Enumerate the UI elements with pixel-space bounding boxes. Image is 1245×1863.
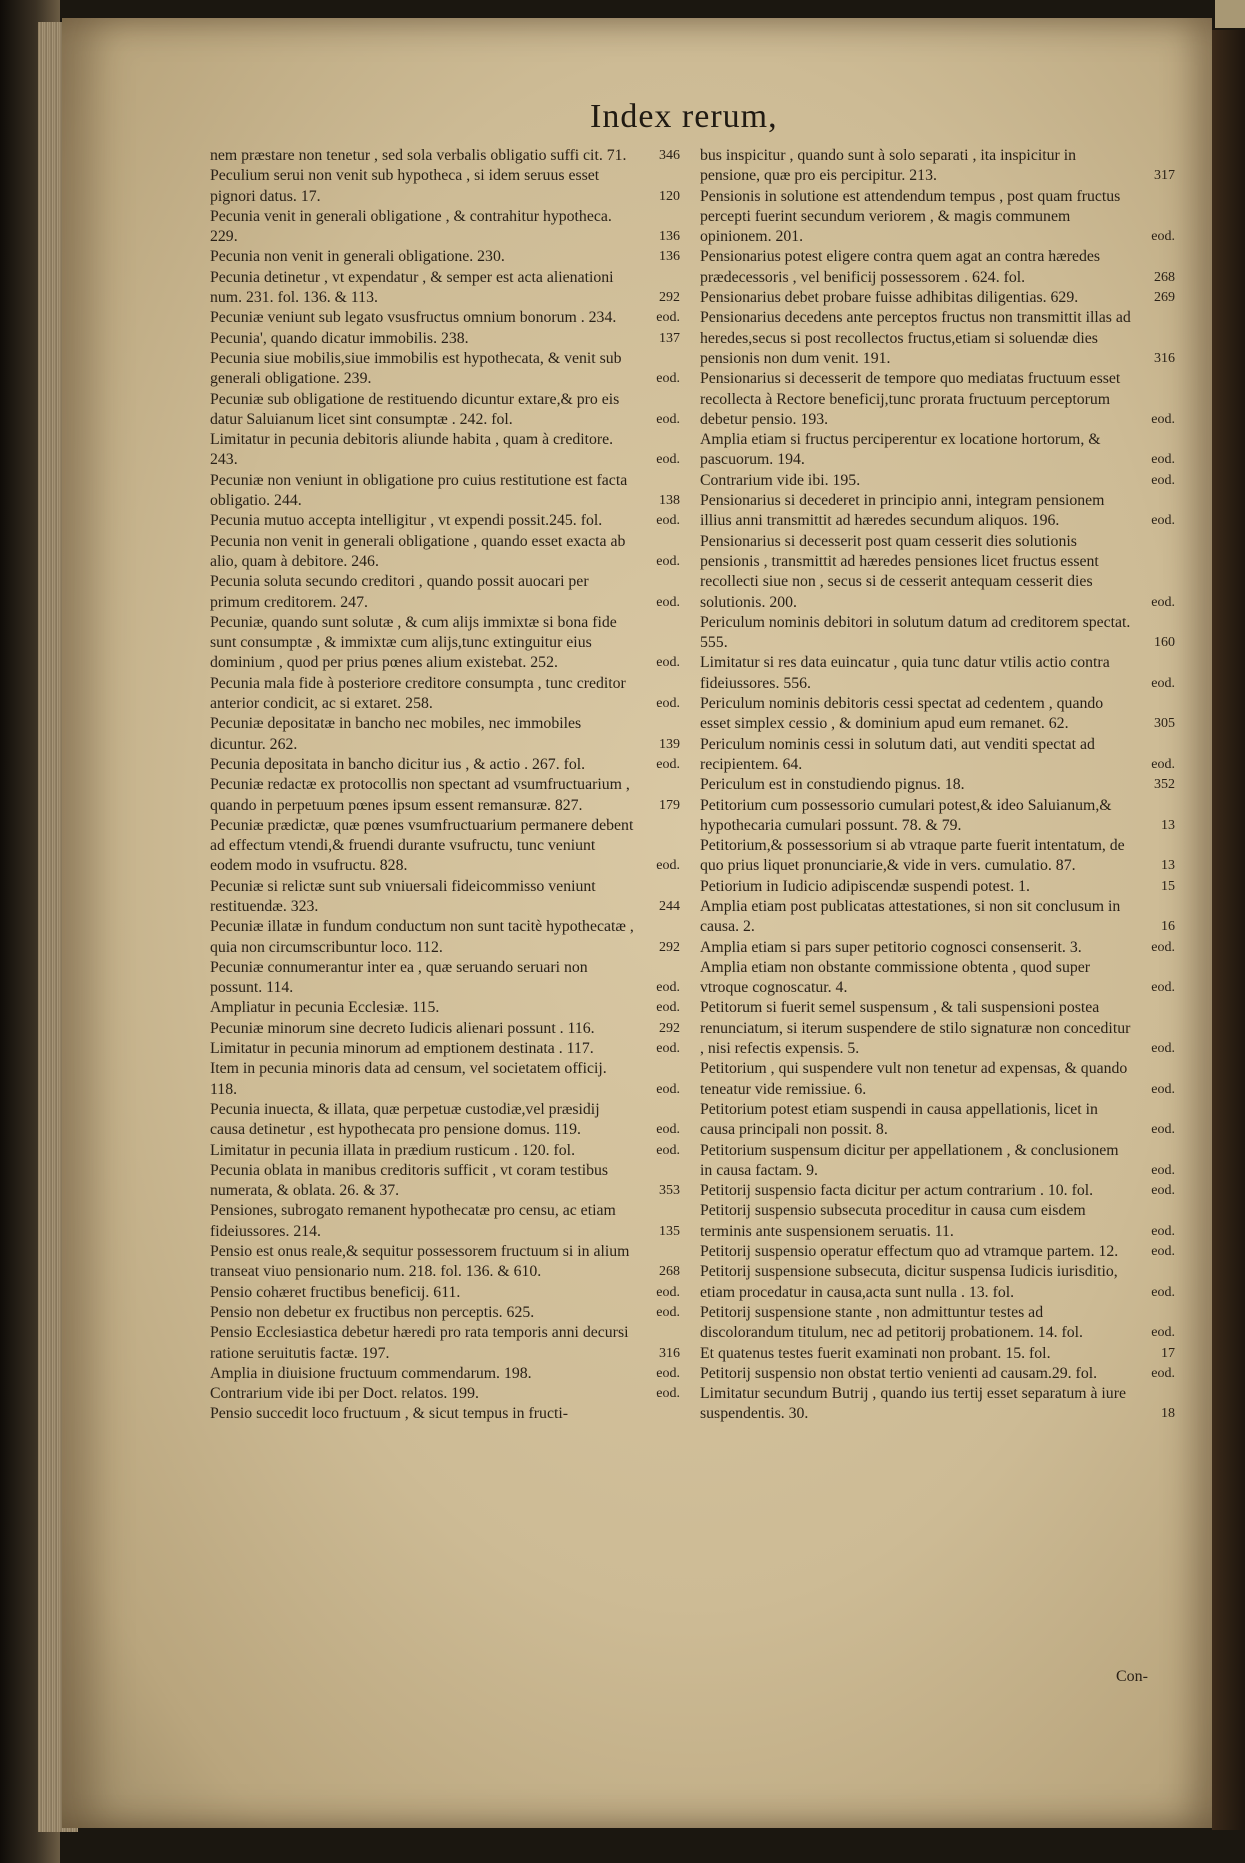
entry-page-number: eod. [656,452,680,468]
entry-text: Pensio non debetur ex fructibus non perceptis. 625. [210,1303,535,1321]
entry-page-number: eod. [656,756,680,772]
entry-text: Petitorium potest etiam suspendi in causa appellationis, licet in causa principali non possit. 8. [700,1100,1098,1139]
entry-text: Limitatur in pecunia minorum ad emptionem destinata . 117. [210,1040,594,1058]
index-entry [210,268,680,309]
entry-page-number: 316 [1154,350,1175,366]
entry-text: Pecunia soluta secundo creditori , quando possit auocari per primum creditorem. 247. [210,573,589,611]
entry-page-number: 17 [1161,1345,1175,1361]
entry-text: Amplia etiam si pars super petitorio cognosci consenserit. 3. [700,938,1082,956]
entry-page-number: eod. [656,1000,680,1016]
entry-text: Pensionarius si decederet in principio anni, integram pensionem illius anni transmittit ad hæredes secundum aliquos. 196. [700,492,1105,530]
entry-text: Pecunia mutuo accepta intelligitur , vt expendi possit.245. fol. [210,512,603,530]
index-entry [210,1384,680,1404]
entry-text: Pecunia oblata in manibus creditoris sufficit , vt coram testibus numerata, & oblata. 26. & 37. [210,1161,609,1200]
index-entry [700,1059,1175,1100]
entry-text: Limitatur in pecunia illata in prædium rusticum . 120. fol. [210,1141,576,1159]
entry-page-number: eod. [656,513,680,529]
index-entry [210,1141,680,1161]
index-entry [210,308,680,328]
entry-page-number: eod. [1151,1244,1175,1260]
entry-page-number: eod. [1151,452,1175,468]
entry-text: Petitorij suspensio facta dicitur per actum contrarium . 10. fol. [700,1182,1094,1200]
index-entry [700,958,1175,999]
entry-page-number: eod. [656,371,680,387]
entry-text: Petitorij suspensione subsecuta, dicitur suspensa Iudicis iurisditio, etiam procedatur in causa,acta sunt nulla . 13. fol. [700,1263,1118,1301]
entry-text: Pecunia detinetur , vt expendatur , & semper est acta alienationi num. 231. fol. 136. & 113. [210,268,614,307]
entry-page-number: eod. [1151,1365,1175,1381]
entry-text: Pensio Ecclesiastica debetur hæredi pro rata temporis anni decursi ratione seruitutis factæ. 197. [210,1324,629,1362]
entry-page-number: 179 [659,797,680,813]
entry-text: Pensio succedit loco fructuum , & sicut tempus in fructi- [210,1405,568,1423]
entry-page-number: eod. [1151,513,1175,529]
entry-text: Contrarium vide ibi. 195. [700,471,861,489]
entry-page-number: 244 [659,898,680,914]
entry-page-number: eod. [1151,411,1175,427]
entry-text: Periculum nominis debitori in solutum datum ad creditorem spectat. 555. [700,613,1131,652]
entry-text: Pecuniæ si relictæ sunt sub vniuersali fideicommisso veniunt restituendæ. 323. [210,877,596,915]
entry-text: Limitatur in pecunia debitoris aliunde habita , quam à creditore. 243. [210,431,614,469]
entry-text: Pecunia mala fide à posteriore creditore consumpta , tunc creditor anterior condicit, ac si extaret. 258. [210,674,626,713]
entry-text: Petitorij suspensione stante , non admittuntur testes ad discolorandum titulum, nec ad petitorij probationem. 14. fol. [700,1303,1083,1342]
entry-page-number: eod. [656,553,680,569]
index-entry [700,613,1175,654]
entry-page-number: eod. [656,411,680,427]
index-entry [700,1100,1175,1141]
entry-text: Periculum est in constudiendo pignus. 18. [700,776,965,794]
entry-text: Amplia in diuisione fructuum commendarum. 198. [210,1364,532,1382]
index-entry [700,1303,1175,1344]
index-entry [210,958,680,999]
entry-text: Pensionarius si decesserit post quam cesserit dies solutionis pensionis , transmittit ad hæredes pensiones licet fructus essent recollecti siue non , secus si de cesserit antequam cesserit dies solutionis. 200. [700,532,1099,611]
entry-page-number: eod. [656,310,680,326]
entry-page-number: 160 [1154,635,1175,651]
entry-page-number: 13 [1161,858,1175,874]
index-entry [210,998,680,1018]
entry-page-number: eod. [1151,1122,1175,1138]
index-entry [700,430,1175,471]
entry-text: Pecuniæ sub obligatione de restituendo dicuntur extare,& pro eis datur Saluianum licet sint consumptæ . 242. fol. [210,390,620,428]
index-entry [700,187,1175,248]
entry-text: Pensionarius debet probare fuisse adhibitas diligentias. 629. [700,289,1079,307]
entry-text: Pecuniæ, quando sunt solutæ , & cum alijs immixtæ si bona fide sunt consumptæ , & immixtæ cum alijs,tunc extinguitur eius dominium , quod per prius pœnes alium existebat. 252. [210,613,617,672]
entry-text: Petitorium suspensum dicitur per appellationem , & conclusionem in causa factam. 9. [700,1141,1119,1179]
index-entry [210,329,680,349]
index-entry [700,1181,1175,1201]
entry-page-number: eod. [656,594,680,610]
index-entry [210,1059,680,1100]
entry-text: Petitorij suspensio subsecuta proceditur in causa cum eisdem terminis ante suspensionem seruatis. 11. [700,1202,1086,1240]
index-entry [210,511,680,531]
index-entry [210,390,680,431]
binding-edge [1212,30,1245,1830]
entry-text: Pecunia non venit in generali obligatione. 230. [210,248,505,266]
entry-page-number: 16 [1161,919,1175,935]
index-entry [210,1019,680,1039]
index-entry [700,735,1175,776]
entry-page-number: 136 [659,229,680,245]
entry-page-number: eod. [1151,1081,1175,1097]
entry-text: Pecunia siue mobilis,siue immobilis est hypothecata, & venit sub generali obligatione. 239. [210,349,622,388]
entry-text: Pecuniæ depositatæ in bancho nec mobiles, nec immobiles dicuntur. 262. [210,715,582,753]
catchword: Con- [1116,1668,1148,1685]
index-entry [210,1201,680,1242]
entry-page-number: eod. [656,858,680,874]
entry-page-number: 268 [659,1264,680,1280]
entry-text: Amplia etiam post publicatas attestationes, si non sit conclusum in causa. 2. [700,897,1121,936]
index-entry [700,288,1175,308]
entry-page-number: eod. [1151,939,1175,955]
entry-page-number: 139 [659,736,680,752]
index-entry [210,532,680,573]
entry-text: Amplia etiam non obstante commissione obtenta , quod super vtroque cognoscatur. 4. [700,958,1091,997]
entry-page-number: eod. [1151,1325,1175,1341]
index-entry [210,877,680,918]
entry-text: Pensio cohæret fructibus beneficij. 611. [210,1283,461,1301]
index-entry [700,1242,1175,1262]
entry-page-number: 352 [1154,777,1175,793]
entry-text: nem præstare non tenetur , sed sola verbalis obligatio suffi cit. 71. [210,147,627,164]
index-entry [700,491,1175,532]
index-entry [700,247,1175,288]
entry-page-number: 353 [659,1183,680,1199]
page-header: Index rerum, [590,98,778,135]
index-entry [210,674,680,715]
entry-text: Pensionarius decedens ante perceptos fructus non transmittit illas ad heredes,secus si post recollectos fructus,etiam si soluendæ dies pensionis non dum venit. 191. [700,309,1131,367]
index-entry [700,694,1175,735]
entry-text: Pecuniæ redactæ ex protocollis non spectant ad vsumfructuarium , quando in perpetuum pœnes ipsum essent remansuræ. 827. [210,776,630,814]
index-entry [210,613,680,674]
entry-page-number: eod. [1151,594,1175,610]
entry-page-number: eod. [1151,472,1175,488]
entry-page-number: 292 [659,290,680,306]
entry-text: Pecuniæ prædictæ, quæ pœnes vsumfructuarium permanere debent ad effectum vtendi,& fruendi durante vsufructu, tunc veniunt eodem modo in vsufructu. 828. [210,816,634,875]
entry-page-number: eod. [656,1081,680,1097]
index-entry [210,1161,680,1202]
entry-page-number: eod. [656,1386,680,1402]
entry-page-number: eod. [1151,980,1175,996]
entry-text: Pecuniæ minorum sine decreto Iudicis alienari possunt . 116. [210,1019,595,1037]
index-entry [210,1100,680,1141]
entry-page-number: eod. [656,1284,680,1300]
index-entry [700,1201,1175,1242]
entry-text: Petitorium,& possessorium si ab vtraque parte fuerit intentatum, de quo prius liquet pronunciarie,& vide in vers. cumulatio. 87. [700,837,1125,875]
entry-page-number: 292 [659,939,680,955]
entry-page-number: eod. [1151,1162,1175,1178]
entry-page-number: 346 [659,148,680,163]
entry-text: Periculum nominis cessi in solutum dati, aut venditi spectat ad recipientem. 64. [700,735,1095,773]
entry-text: Limitatur si res data euincatur , quia tunc datur vtilis actio contra fideiussores. 556. [700,654,1110,692]
index-entry [700,836,1175,877]
entry-page-number: 292 [659,1020,680,1036]
entry-page-number: 136 [659,249,680,265]
entry-text: Pecunia depositata in bancho dicitur ius , & actio . 267. fol. [210,755,586,773]
index-entry [700,369,1175,430]
entry-text: Pecunia', quando dicatur immobilis. 238. [210,329,469,347]
entry-page-number: eod. [1151,1223,1175,1239]
entry-page-number: 305 [1154,716,1175,732]
entry-text: Limitatur secundum Butrij , quando ius tertij esset separatum à iure suspendentis. 30. [700,1385,1126,1423]
entry-text: Pensionarius potest eligere contra quem agat an contra hæredes prædecessoris , vel benificij possessorem . 624. fol. [700,248,1101,286]
entry-page-number: eod. [656,1122,680,1138]
index-entry [210,1303,680,1323]
index-entry [700,998,1175,1059]
index-entry [700,653,1175,694]
entry-page-number: 316 [659,1345,680,1361]
index-entry [210,572,680,613]
index-entry [210,1242,680,1283]
index-entry [210,146,680,166]
entry-text: Pecuniæ connumerantur inter ea , quæ seruando seruari non possunt. 114. [210,958,588,997]
entry-text: Item in pecunia minoris data ad censum, vel societatem officij. 118. [210,1060,607,1098]
entry-page-number: eod. [656,1041,680,1057]
index-entry [210,430,680,471]
entry-text: Petitorium , qui suspendere vult non tenetur ad expensas, & quando teneatur vide remissiue. 6. [700,1060,1128,1098]
entry-text: Peculium serui non venit sub hypotheca , si idem seruus esset pignori datus. 17. [210,167,600,205]
entry-page-number: eod. [656,1304,680,1320]
index-entry [700,1384,1175,1425]
entry-text: Petitorij suspensio non obstat tertio venienti ad causam.29. fol. [700,1364,1098,1382]
entry-page-number: eod. [1151,229,1175,245]
index-entry [700,146,1175,187]
entry-page-number: eod. [656,1142,680,1158]
index-entry [210,755,680,775]
entry-text: Pensionis in solutione est attendendum tempus , post quam fructus percepti fuerint secundum veriorem , & magis communem opinionem. 201. [700,187,1121,246]
index-entry [210,714,680,755]
index-entry [210,1283,680,1303]
entry-page-number: eod. [1151,1041,1175,1057]
index-entry [700,1364,1175,1384]
index-entry [210,816,680,877]
left-column [210,146,680,1425]
entry-text: Petiorium in Iudicio adipiscendæ suspendi potest. 1. [700,877,1030,895]
index-entry [210,349,680,390]
entry-page-number: 13 [1161,817,1175,833]
index-entry [700,796,1175,837]
entry-page-number: 137 [659,330,680,346]
entry-page-number: eod. [656,980,680,996]
entry-page-number: eod. [656,696,680,712]
index-entry [700,897,1175,938]
index-entry [210,1404,680,1424]
index-entry [210,1323,680,1364]
index-entry [210,247,680,267]
index-entry [700,938,1175,958]
index-entry [700,1141,1175,1182]
page-marker [1215,0,1245,28]
entry-text: Petitorum si fuerit semel suspensum , & tali suspensioni postea renunciatum, si iterum suspendere de stilo signaturæ non conceditur , nisi refectis expensis. 5. [700,999,1131,1058]
entry-text: bus inspicitur , quando sunt à solo separati , ita inspicitur in pensione, quæ pro eis percipitur. 213. [700,147,1077,185]
entry-text: Pecunia inuecta, & illata, quæ perpetuæ custodiæ,vel præsidij causa detinetur , est hypothecata pro pensione domus. 119. [210,1100,600,1139]
entry-text: Pecuniæ veniunt sub legato vsusfructus omnium bonorum . 234. [210,309,617,327]
index-entry [210,917,680,958]
index-entry [700,877,1175,897]
right-column [700,146,1175,1425]
entry-text: Petitorium cum possessorio cumulari potest,& ideo Saluianum,& hypothecaria cumulari possunt. 78. & 79. [700,796,1112,834]
entry-page-number: 269 [1154,290,1175,306]
entry-text: Pecuniæ illatæ in fundum conductum non sunt tacitè hypothecatæ , quia non circumscribuntur loco. 112. [210,918,634,956]
index-entry [700,1262,1175,1303]
entry-page-number: eod. [1151,675,1175,691]
entry-text: Pecuniæ non veniunt in obligatione pro cuius restitutione est facta obligatio. 244. [210,471,628,510]
entry-page-number: 317 [1154,168,1175,184]
entry-text: Contrarium vide ibi per Doct. relatos. 199. [210,1385,479,1403]
entry-page-number: eod. [1151,756,1175,772]
entry-text: Pensiones, subrogato remanent hypothecatæ pro censu, ac etiam fideiussores. 214. [210,1202,616,1240]
entry-page-number: 268 [1154,269,1175,285]
entry-text: Pecunia non venit in generali obligatione , quando esset exacta ab alio, quam à debitore. 246. [210,532,626,570]
entry-page-number: 15 [1161,878,1175,894]
entry-page-number: eod. [1151,1284,1175,1300]
index-entry [700,775,1175,795]
index-entry [210,166,680,207]
entry-text: Amplia etiam si fructus perciperentur ex locatione hortorum, & pascuorum. 194. [700,431,1101,469]
index-entry [210,1364,680,1384]
index-entry [210,1039,680,1059]
entry-page-number: 138 [659,493,680,509]
entry-text: Et quatenus testes fuerit examinati non probant. 15. fol. [700,1344,1051,1362]
index-entry [210,207,680,248]
entry-text: Petitorij suspensio operatur effectum quo ad vtramque partem. 12. [700,1243,1119,1261]
index-entry [210,471,680,512]
index-entry [700,308,1175,369]
entry-page-number: 18 [1161,1406,1175,1422]
index-entry [700,1344,1175,1364]
index-entry [700,532,1175,613]
entry-page-number: eod. [1151,1183,1175,1199]
entry-page-number: eod. [656,655,680,671]
entry-text: Pensio est onus reale,& sequitur possessorem fructuum si in alium transeat viuo pensionario num. 218. fol. 136. & 610. [210,1243,630,1281]
entry-text: Periculum nominis debitoris cessi spectat ad cedentem , quando esset simplex cessio , & dominium apud eum remanet. 62. [700,695,1104,733]
entry-text: Ampliatur in pecunia Ecclesiæ. 115. [210,999,440,1017]
index-entry [700,471,1175,491]
index-entry [210,775,680,816]
entry-page-number: 135 [659,1223,680,1239]
entry-page-number: 120 [659,188,680,204]
entry-text: Pecunia venit in generali obligatione , & contrahitur hypotheca. 229. [210,207,612,246]
entry-text: Pensionarius si decesserit de tempore quo mediatas fructuum esset recollecta à Rectore beneficij,tunc prorata fructuum perceptorum debetur pensio. 193. [700,370,1121,428]
entry-page-number: eod. [656,1365,680,1381]
